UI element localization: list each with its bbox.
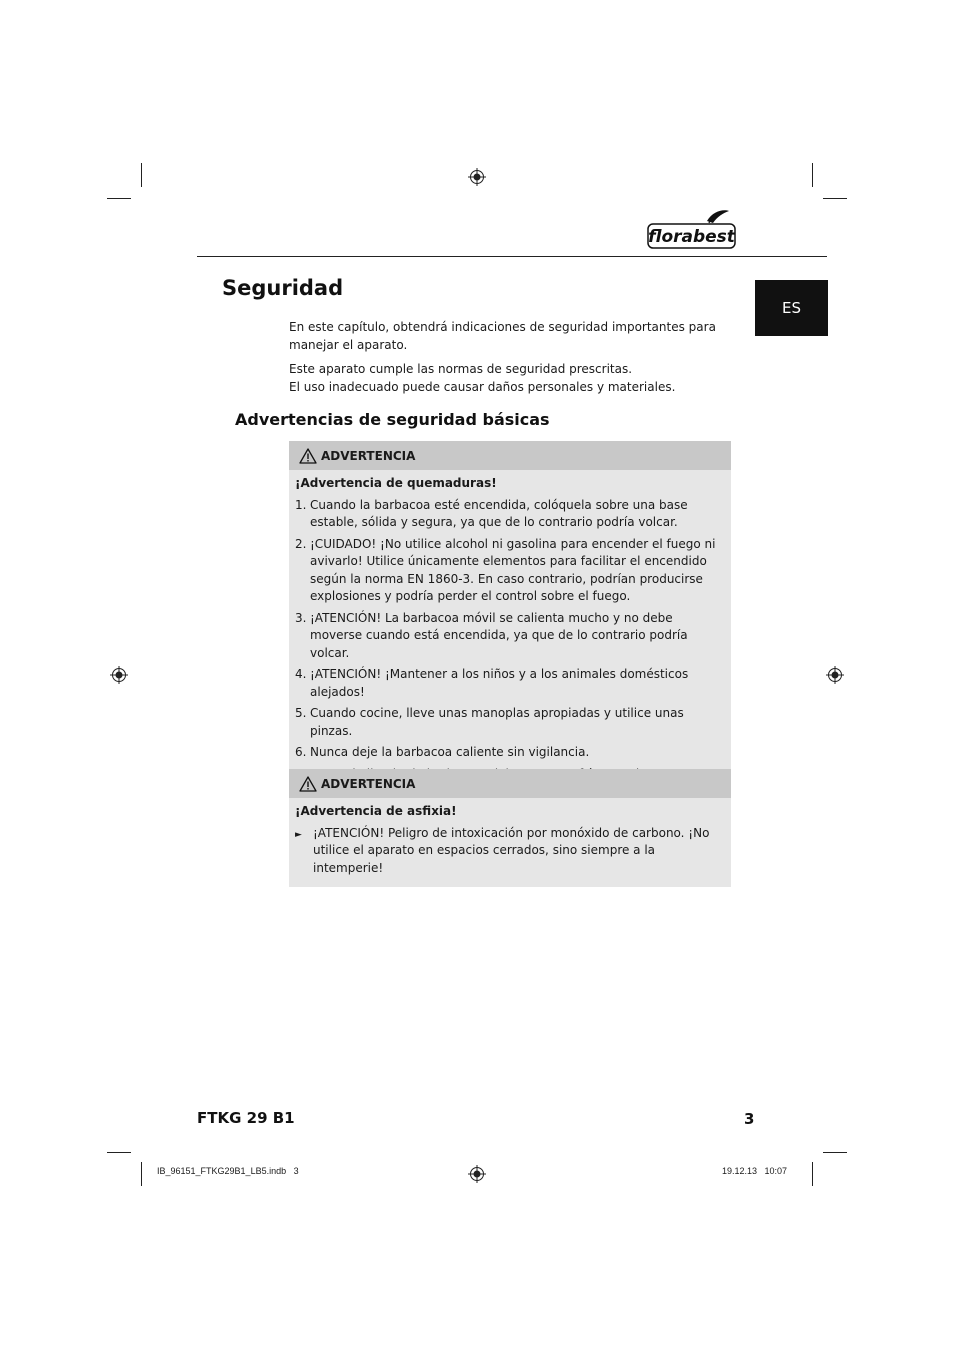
list-item: [295, 497, 725, 532]
warning-list: [289, 495, 731, 815]
crop-mark: [107, 1152, 131, 1153]
print-slug-date: 19.12.13 10:07: [722, 1166, 788, 1176]
warning-box-asphyxia: [289, 769, 731, 887]
intro-line-1: Este aparato cumple las normas de seguridad prescritas.: [289, 362, 633, 376]
warning-header: [289, 769, 731, 798]
list-item: [295, 536, 725, 606]
registration-mark-icon: [468, 1165, 486, 1183]
warning-box-burns: [289, 441, 731, 815]
warning-triangle-icon: [299, 776, 317, 792]
list-item-text: ¡ATENCIÓN! Peligro de intoxicación por monóxido de carbono. ¡No utilice el aparato en espacios cerrados, sino siempre a la intemperie!: [313, 825, 710, 875]
list-item-number: 5.: [295, 706, 307, 720]
intro-paragraph-2: [289, 361, 734, 396]
header-rule: [197, 256, 827, 257]
list-item-number: 3.: [295, 610, 307, 625]
list-item-text: ¡ATENCIÓN! ¡Mantener a los niños y a los animales domésticos alejados!: [310, 667, 689, 699]
intro-line-2: El uso inadecuado puede causar daños personales y materiales.: [289, 379, 676, 394]
crop-mark: [141, 1162, 142, 1186]
list-item-text: Cuando cocine, lleve unas manoplas apropiadas y utilice unas pinzas.: [310, 706, 684, 738]
language-tab: ES: [755, 280, 828, 336]
print-slug-file: IB_96151_FTKG29B1_LB5.indb 3: [157, 1166, 299, 1176]
warning-label: ADVERTENCIA: [321, 776, 416, 791]
crop-mark: [812, 163, 813, 187]
crop-mark: [141, 163, 142, 187]
warning-list: [289, 823, 731, 888]
warning-label: ADVERTENCIA: [321, 448, 416, 463]
footer-model: FTKG 29 B1: [197, 1109, 295, 1127]
bullet-arrow-icon: ►: [295, 829, 302, 840]
list-item-number: 6.: [295, 745, 307, 759]
crop-mark: [823, 198, 847, 199]
list-item-text: ¡ATENCIÓN! La barbacoa móvil se calienta mucho y no debe moverse cuando está encendida, ya que de lo contrario podría volcar.: [310, 610, 688, 660]
list-item: [295, 610, 725, 663]
crop-mark: [823, 1152, 847, 1153]
subsection-title: Advertencias de seguridad básicas: [235, 410, 550, 429]
list-item-number: 2.: [295, 536, 307, 551]
list-item: [295, 825, 725, 878]
list-item: [295, 705, 725, 740]
warning-header: [289, 441, 731, 470]
page-number: 3: [744, 1110, 755, 1128]
list-item-text: Nunca deje la barbacoa caliente sin vigilancia.: [310, 745, 590, 759]
crop-mark: [107, 198, 131, 199]
warning-subtitle: ¡Advertencia de quemaduras!: [295, 476, 497, 490]
list-item-text: ¡CUIDADO! ¡No utilice alcohol ni gasolina para encender el fuego ni avivarlo! Utilice únicamente elementos para facilitar el encendido según la norma EN 1860-3. En caso contrario, podrían producirse explosiones y podría perder el control sobre el fuego.: [310, 536, 716, 603]
svg-text:florabest: florabest: [648, 227, 735, 247]
warning-triangle-icon: [299, 448, 317, 464]
list-item-number: 1.: [295, 497, 307, 512]
registration-mark-icon: [468, 168, 486, 186]
list-item-text: Cuando la barbacoa esté encendida, colóquela sobre una base estable, sólida y segura, ya que de lo contrario podría volcar.: [310, 497, 688, 529]
registration-mark-icon: [110, 666, 128, 684]
crop-mark: [812, 1162, 813, 1186]
list-item-number: 4.: [295, 667, 307, 681]
florabest-logo: [647, 209, 737, 251]
warning-subtitle: ¡Advertencia de asfixia!: [295, 804, 457, 818]
registration-mark-icon: [826, 666, 844, 684]
list-item: [295, 666, 725, 701]
list-item: [295, 744, 725, 762]
section-title: Seguridad: [222, 276, 344, 300]
intro-paragraph-1: En este capítulo, obtendrá indicaciones de seguridad importantes para manejar el aparato.: [289, 320, 716, 352]
